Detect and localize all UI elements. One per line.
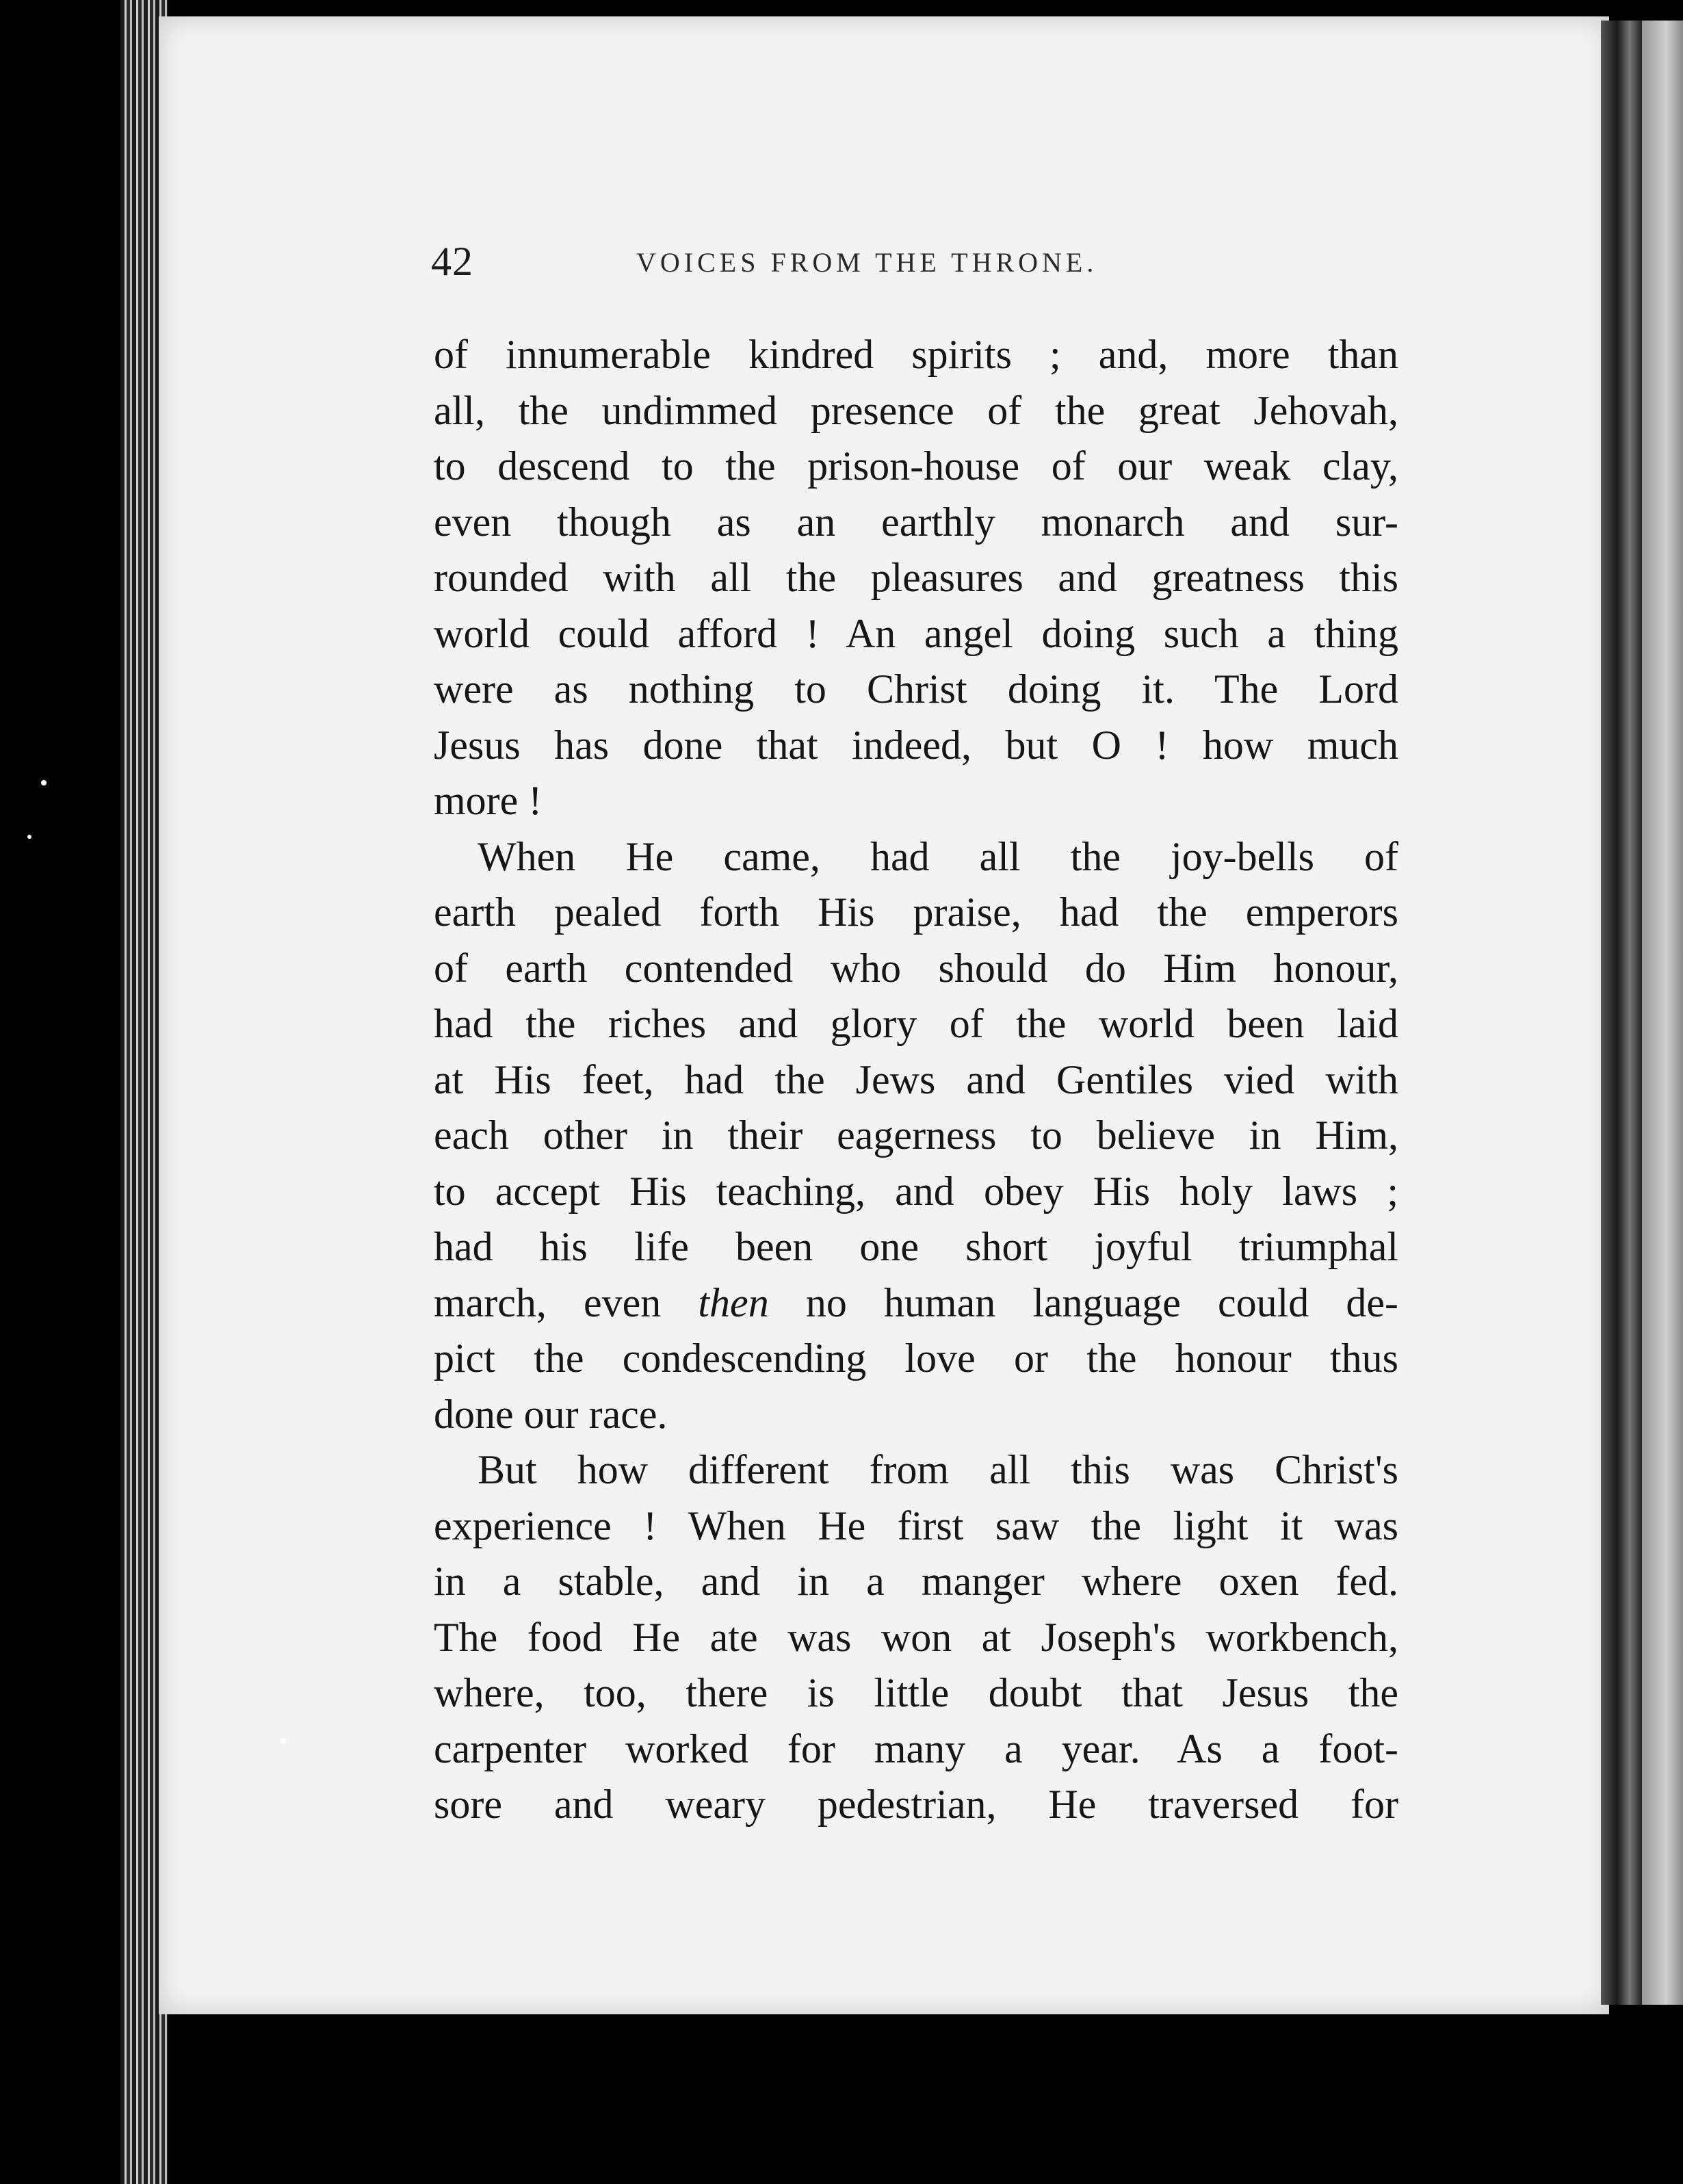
text-line: pict the condescending love or the honour thus bbox=[434, 1336, 1398, 1381]
text-line: But how different from all this was Christ's bbox=[478, 1447, 1398, 1492]
book-gutter-edge bbox=[1642, 21, 1683, 2005]
body-text bbox=[434, 327, 1398, 1833]
text-line: The food He ate was won at Joseph's workbench, bbox=[434, 1614, 1398, 1660]
text-line: When He came, had all the joy-bells of bbox=[478, 833, 1398, 879]
text-line: more ! bbox=[434, 778, 543, 823]
text-line: had the riches and glory of the world been laid bbox=[434, 1001, 1398, 1046]
text-line: of innumerable kindred spirits ; and, more than bbox=[434, 332, 1398, 377]
text-line: where, too, there is little doubt that Jesus the bbox=[434, 1670, 1398, 1715]
text-line: even though as an earthly monarch and sur- bbox=[434, 499, 1398, 545]
text-line: world could afford ! An angel doing such a thing bbox=[434, 610, 1398, 656]
text-line: had his life been one short joyful triumphal bbox=[434, 1224, 1398, 1269]
text-fragment: march, even bbox=[434, 1279, 662, 1325]
text-line: experience ! When He first saw the light it was bbox=[434, 1503, 1398, 1548]
book-gutter bbox=[1601, 21, 1642, 2005]
text-line: of earth contended who should do Him honour, bbox=[434, 945, 1398, 991]
running-title: VOICES FROM THE THRONE. bbox=[636, 247, 1098, 278]
page-number: 42 bbox=[431, 239, 473, 284]
text-line: each other in their eagerness to believe in Him, bbox=[434, 1113, 1398, 1158]
italic-word: then bbox=[698, 1279, 769, 1325]
text-line: to accept His teaching, and obey His holy laws ; bbox=[434, 1168, 1398, 1214]
text-line: done our race. bbox=[434, 1391, 668, 1437]
scan-speck bbox=[27, 835, 31, 839]
text-line: carpenter worked for many a year. As a foot- bbox=[434, 1726, 1398, 1771]
scan-speck bbox=[41, 780, 47, 785]
text-line: all, the undimmed presence of the great Jehovah, bbox=[434, 387, 1398, 433]
text-line: were as nothing to Christ doing it. The Lord bbox=[434, 666, 1398, 712]
text-line: at His feet, had the Jews and Gentiles vied with bbox=[434, 1056, 1398, 1102]
text-line: sore and weary pedestrian, He traversed for bbox=[434, 1782, 1398, 1827]
text-line-with-italic bbox=[434, 1275, 1398, 1331]
text-line: to descend to the prison-house of our weak clay, bbox=[434, 443, 1398, 489]
text-line: in a stable, and in a manger where oxen fed. bbox=[434, 1559, 1398, 1604]
text-line: earth pealed forth His praise, had the emperors bbox=[434, 889, 1398, 935]
running-head bbox=[431, 238, 1402, 293]
text-fragment: no human language could de- bbox=[805, 1279, 1398, 1325]
text-line: rounded with all the pleasures and greatness this bbox=[434, 555, 1398, 600]
scan-speck bbox=[280, 1738, 286, 1743]
text-line: Jesus has done that indeed, but O ! how much bbox=[434, 722, 1398, 768]
